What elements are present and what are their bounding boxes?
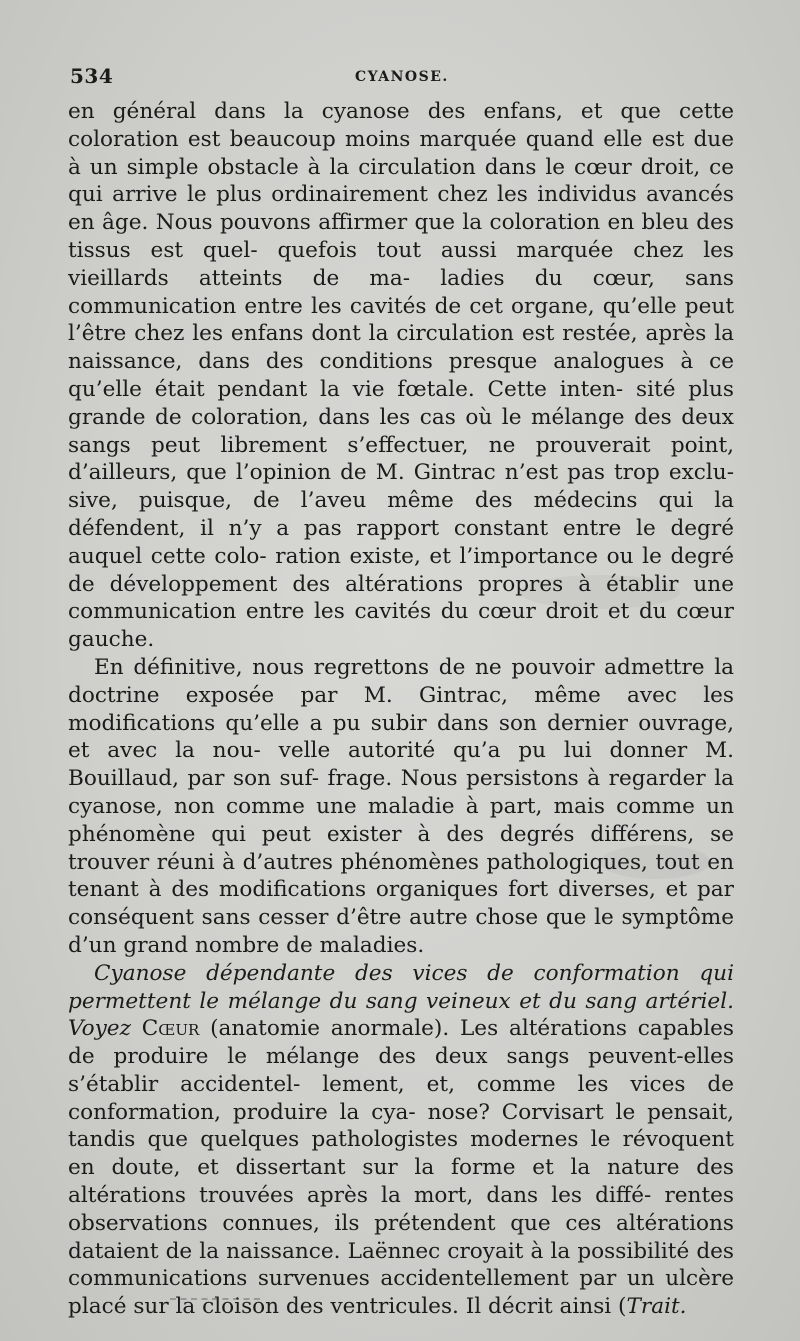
text-line: lement, et, comme les vices de conformation, produire la cya-	[68, 1071, 734, 1125]
cross-reference-target: Cœur	[141, 1016, 200, 1042]
text-line: analogues à ce qu’elle était pendant la vie fœtale. Cette inten-	[68, 349, 734, 402]
cross-reference: Voyez	[68, 1016, 131, 1042]
text-line: frage. Nous persistons à regarder la cyanose, non comme une	[68, 766, 734, 819]
italic-heading: le mélange du sang veineux et du sang artériel.	[199, 988, 734, 1014]
text-line: que le symptôme d’un grand nombre de maladies.	[68, 905, 734, 958]
text-line: des altérations propres à établir une communication entre les	[68, 571, 734, 625]
text-line: dataient de la naissance. Laënnec croyait à la possibilité des	[68, 1238, 734, 1264]
body-text	[68, 98, 734, 1321]
text-line: pouvons affirmer que la coloration en bleu des tissus est quel-	[68, 210, 734, 263]
text-line: qu’elle a pu subir dans son dernier ouvrage, et avec la nou-	[68, 710, 734, 764]
italic-reference: Trait.	[626, 1294, 687, 1320]
text-line: doctrine exposée par M. Gintrac, même avec les modifications	[68, 682, 734, 736]
pencil-mark	[170, 1298, 260, 1300]
page-header	[70, 64, 735, 94]
text-line: (anatomie anormale). Les altérations capables de produire le	[68, 1016, 734, 1070]
paragraph-2	[68, 654, 734, 960]
text-line: cavités du cœur droit et du cœur gauche.	[68, 599, 735, 653]
text-line: il n’y a pas rapport constant entre le degré auquel cette colo-	[68, 515, 734, 569]
text-line: ration existe, et l’importance ou le degré de développement	[68, 543, 734, 597]
text-line: organe, qu’elle peut l’être chez les enfans dont la circulation	[68, 293, 734, 347]
text-line: d’ailleurs, que l’opinion de M. Gintrac n’est pas trop exclu-	[68, 460, 734, 486]
text-line: deux sangs peut librement s’effectuer, ne prouverait point,	[68, 404, 734, 458]
text-line: fort diverses, et par conséquent sans cesser d’être autre chose	[68, 877, 734, 931]
text-line: en général dans la cyanose des enfans, et que cette coloration	[68, 99, 734, 152]
italic-heading: Cyanose dépendante des vices de conformation qui permettent	[68, 960, 734, 1014]
text-line: placé sur la cloison des ventricules. Il décrit ainsi (	[68, 1294, 627, 1320]
text-line: est restée, après la naissance, dans des conditions presque	[68, 321, 735, 375]
text-line: nose? Corvisart le pensait, tandis que quelques pathologistes	[68, 1099, 734, 1153]
text-line: sité plus grande de coloration, dans les cas où le mélange des	[68, 376, 734, 430]
text-line: rentes observations connues, ils prétendent que ces altérations	[68, 1183, 734, 1236]
text-line: En définitive, nous regrettons de ne pouvoir admettre la	[94, 654, 734, 680]
text-line: des degrés différens, se trouver réuni à d’autres phénomènes	[68, 821, 734, 875]
text-line: est beaucoup moins marquée quand elle est due à un simple	[68, 126, 734, 180]
text-line: ladies du cœur, sans communication entre les cavités de cet	[68, 265, 734, 319]
text-line: la nature des altérations trouvées après la mort, dans les diffé-	[68, 1155, 734, 1209]
text-line: velle autorité qu’a pu lui donner M. Bouillaud, par son suf-	[68, 738, 735, 792]
text-line: sive, puisque, de l’aveu même des médecins qui la défendent,	[68, 488, 734, 541]
text-line: pathologiques, tout en tenant à des modifications organiques	[68, 849, 734, 903]
text-line: communications survenues accidentellement par un ulcère	[68, 1266, 734, 1292]
running-title: CYANOSE.	[355, 69, 449, 85]
text-line: mélange des deux sangs peuvent-elles s’établir accidentel-	[68, 1044, 734, 1097]
text-line: quefois tout aussi marquée chez les vieillards atteints de ma-	[68, 237, 735, 291]
text-line: plus ordinairement chez les individus avancés en âge. Nous	[68, 182, 734, 236]
text-line: obstacle à la circulation dans le cœur droit, ce qui arrive le	[68, 154, 735, 208]
text-line: maladie à part, mais comme un phénomène qui peut exister à	[68, 793, 734, 847]
text-line: modernes le révoquent en doute, et dissertant sur la forme et	[68, 1127, 734, 1181]
paragraph-3	[68, 960, 734, 1321]
paragraph-1	[68, 98, 734, 654]
page-number: 534	[70, 64, 114, 88]
